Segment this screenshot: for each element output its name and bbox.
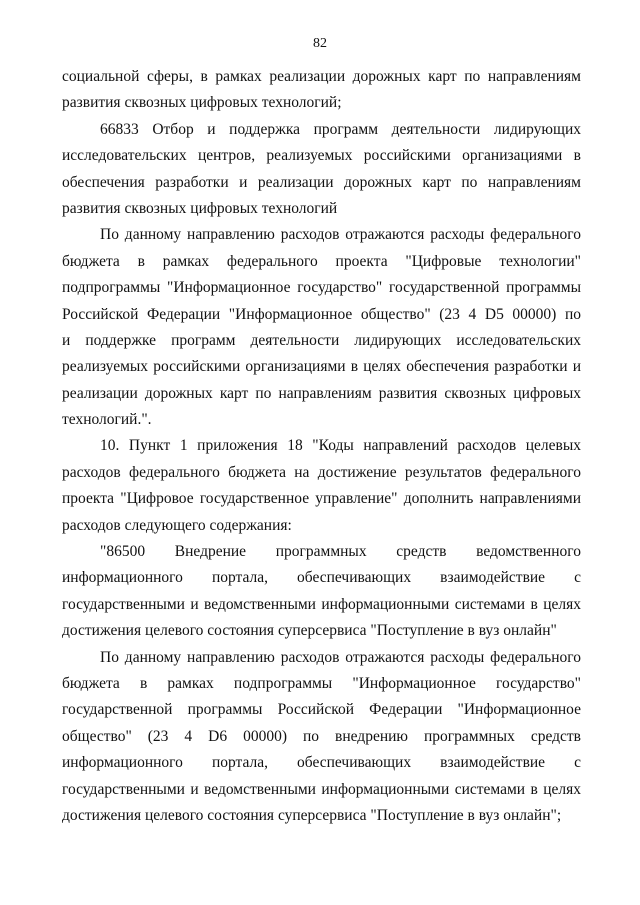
text-line: проекта "Цифровое государственное управление" дополнить направлениями [62,490,581,508]
document-body [62,64,581,829]
text-line: общество" (23 4 D6 00000) по внедрению программных средств [62,727,581,745]
text-line: социальной сферы, в рамках реализации дорожных карт по направлениям [62,68,581,85]
text-line: и поддержке программ деятельности лидирующих исследовательских [62,331,581,349]
text-line: расходов следующего содержания: [62,516,292,534]
text-line: 66833 Отбор и поддержка программ деятельности лидирующих [100,120,581,138]
text-line: исследовательских центров, реализуемых российскими организациями в [62,147,581,165]
paragraph-continuation [62,64,581,117]
text-line: достижения целевого состояния суперсервиса "Поступление в вуз онлайн" [62,622,557,640]
paragraph-item-10 [62,433,581,539]
text-line: государственной программы Российской Федерации "Информационное [62,701,581,719]
text-line: информационного портала, обеспечивающих взаимодействие с [62,569,581,587]
text-line: По данному направлению расходов отражаются расходы федерального [100,226,581,244]
text-line: бюджета в рамках подпрограммы "Информационное государство" [62,674,581,692]
text-line: "86500 Внедрение программных средств ведомственного [100,543,581,561]
text-line: По данному направлению расходов отражаются расходы федерального [100,648,581,666]
text-line: государственными и ведомственными информационными системами в целях [62,595,581,613]
page-number: 82 [313,36,327,51]
paragraph-66833 [62,117,581,223]
text-line: Российской Федерации "Информационное общество" (23 4 D5 00000) по [62,305,581,323]
text-line: реализации дорожных карт по направлениям развития сквозных цифровых [62,384,581,402]
text-line: развития сквозных цифровых технологий [62,199,338,217]
text-line: реализуемых российскими организациями в целях обеспечения разработки и [62,358,581,376]
paragraph-86500 [62,539,581,645]
text-line: подпрограммы "Информационное государство" государственной программы [62,279,581,297]
text-line: развития сквозных цифровых технологий; [62,94,342,112]
text-line: технологий.". [62,411,152,429]
text-line: 10. Пункт 1 приложения 18 "Коды направлений расходов целевых [100,437,581,455]
paragraph-direction-description [62,222,581,433]
paragraph-direction-description-2 [62,645,581,830]
text-line: бюджета в рамках федерального проекта "Цифровые технологии" [62,252,581,270]
text-line: достижения целевого состояния суперсервиса "Поступление в вуз онлайн"; [62,806,562,824]
text-line: расходов федерального бюджета на достижение результатов федерального [62,463,581,481]
text-line: обеспечения разработки и реализации дорожных карт по направлениям [62,173,581,191]
text-line: информационного портала, обеспечивающих взаимодействие с [62,754,581,772]
text-line: государственными и ведомственными информационными системами в целях [62,780,581,798]
